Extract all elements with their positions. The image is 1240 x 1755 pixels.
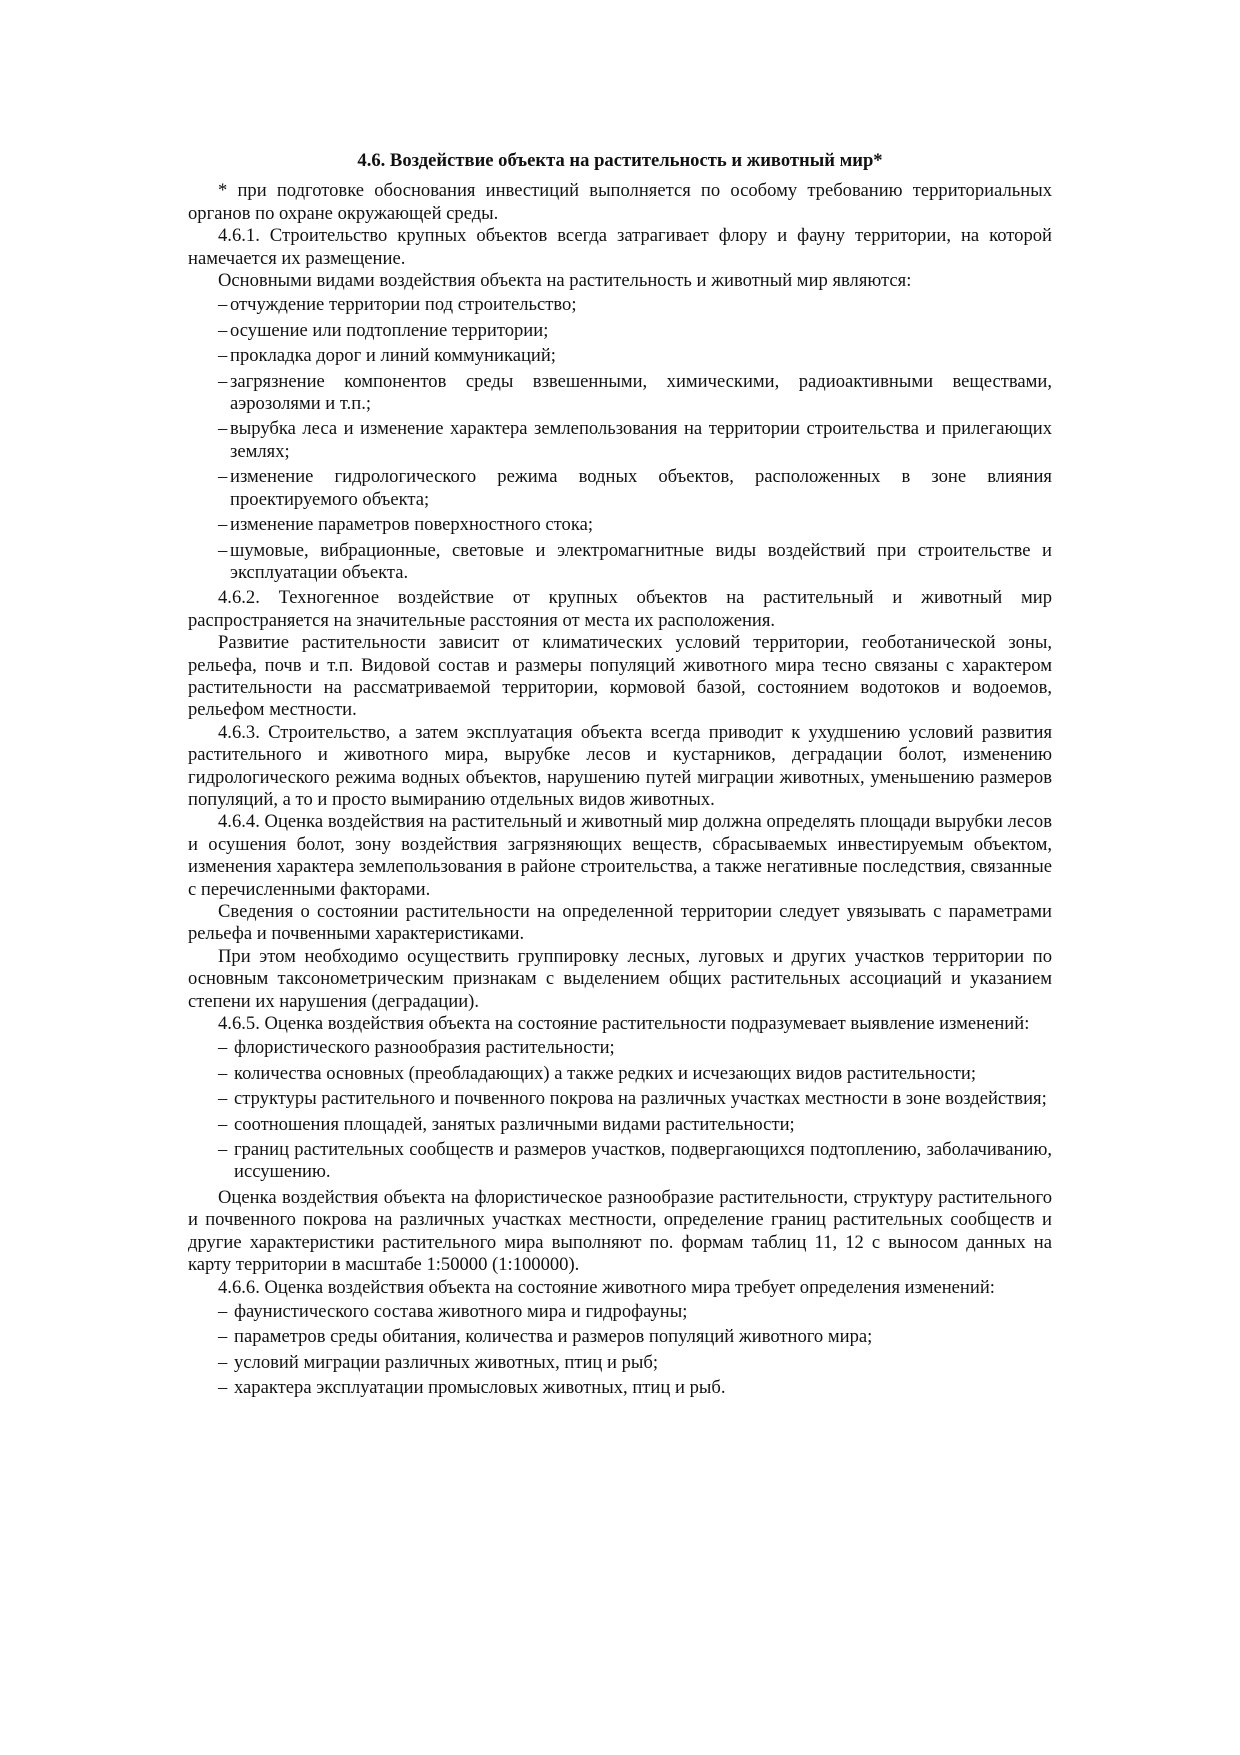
dash-marker: –	[218, 1139, 228, 1161]
list-item-text: характера эксплуатации промысловых животных, птиц и рыб.	[234, 1377, 726, 1399]
paragraph-main-types: Основными видами воздействия объекта на растительность и животный мир являются:	[218, 270, 912, 292]
list-item	[188, 345, 1052, 367]
paragraph-4-6-1: 4.6.1. Строительство крупных объектов всегда затрагивает флору и фауну территории, на которой намечается их размещение.	[188, 225, 1052, 269]
dash-marker: –	[218, 514, 228, 536]
paragraph-floristic-assessment: Оценка воздействия объекта на флористическое разнообразие растительности, структуру растительного и почвенного покрова на различных участках местности, определение границ растительных сообществ и другие характеристики растительного мира выполняют по. формам таблиц 11, 12 с выносом данных на карту территории в масштабе 1:50000 (1:100000).	[188, 1186, 1052, 1276]
list-item-text: прокладка дорог и линий коммуникаций;	[230, 345, 556, 367]
dash-marker: –	[218, 319, 228, 341]
list-item-text: изменение параметров поверхностного стока;	[230, 514, 594, 536]
list-item-text: осушение или подтопление территории;	[230, 319, 549, 341]
list-item-text: границ растительных сообществ и размеров участков, подвергающихся подтоплению, заболачиванию, иссушению.	[234, 1139, 1052, 1183]
list-item	[188, 371, 1052, 416]
dash-marker: –	[218, 1062, 228, 1084]
dash-marker: –	[218, 294, 228, 316]
dash-marker: –	[218, 370, 228, 392]
dash-marker: –	[218, 1300, 228, 1322]
list-item	[188, 1352, 1052, 1374]
list-item	[188, 1037, 1052, 1059]
list-item	[188, 466, 1052, 511]
fauna-changes-list	[188, 1301, 1052, 1400]
list-item	[188, 1139, 1052, 1184]
paragraph-grouping: При этом необходимо осуществить группировку лесных, луговых и других участков территории по основным таксонометрическим признакам с выделением общих растительных ассоциаций и указанием степени их нарушения (деградации).	[188, 945, 1052, 1012]
dash-marker: –	[218, 345, 228, 367]
list-item-text: флористического разнообразия растительности;	[234, 1037, 615, 1059]
list-item	[188, 1377, 1052, 1399]
dash-marker: –	[218, 466, 228, 488]
list-item-text: структуры растительного и почвенного покрова на различных участках местности в зоне воздействия;	[234, 1088, 1047, 1110]
vegetation-changes-list	[188, 1037, 1052, 1183]
list-item-text: соотношения площадей, занятых различными видами растительности;	[234, 1113, 795, 1135]
footnote-paragraph: * при подготовке обоснования инвестиций выполняется по особому требованию территориальных органов по охране окружающей среды.	[188, 180, 1052, 224]
dash-marker: –	[218, 1377, 228, 1399]
paragraph-vegetation-info: Сведения о состоянии растительности на определенной территории следует увязывать с параметрами рельефа и почвенными характеристиками.	[188, 901, 1052, 945]
list-item	[188, 514, 1052, 536]
impact-types-list	[188, 294, 1052, 584]
dash-marker: –	[218, 1113, 228, 1135]
list-item	[188, 1063, 1052, 1085]
list-item	[188, 294, 1052, 316]
list-item-text: условий миграции различных животных, птиц и рыб;	[234, 1351, 659, 1373]
paragraph-4-6-6: 4.6.6. Оценка воздействия объекта на состояние животного мира требует определения изменений:	[218, 1276, 995, 1298]
list-item-text: вырубка леса и изменение характера землепользования на территории строительства и прилегающих землях;	[230, 418, 1052, 462]
list-item	[188, 1301, 1052, 1323]
list-item-text: фаунистического состава животного мира и гидрофауны;	[234, 1300, 688, 1322]
list-item	[188, 540, 1052, 585]
paragraph-4-6-4: 4.6.4. Оценка воздействия на растительный и животный мир должна определять площади вырубки лесов и осушения болот, зону воздействия загрязняющих веществ, сбрасываемых инвестируемым объектом, изменения характера землепользования в районе строительства, а также негативные последствия, связанные с перечисленными факторами.	[188, 811, 1052, 900]
paragraph-vegetation-development: Развитие растительности зависит от климатических условий территории, геоботанической зоны, рельефа, почв и т.п. Видовой состав и размеры популяций животного мира тесно связаны с характером растительности на рассматриваемой территории, кормовой базой, состоянием водотоков и водоемов, рельефом местности.	[188, 632, 1052, 721]
paragraph-4-6-3: 4.6.3. Строительство, а затем эксплуатация объекта всегда приводит к ухудшению условий развития растительного и животного мира, вырубке лесов и кустарников, деградации болот, изменению гидрологического режима водных объектов, нарушению путей миграции животных, уменьшению размеров популяций, а то и просто вымиранию отдельных видов животных.	[188, 721, 1052, 810]
dash-marker: –	[218, 539, 228, 561]
dash-marker: –	[218, 1037, 228, 1059]
paragraph-4-6-2: 4.6.2. Техногенное воздействие от крупных объектов на растительный и животный мир распространяется на значительные расстояния от места их расположения.	[188, 587, 1052, 631]
paragraph-4-6-5: 4.6.5. Оценка воздействия объекта на состояние растительности подразумевает выявление изменений:	[218, 1013, 1030, 1035]
list-item-text: шумовые, вибрационные, световые и электромагнитные виды воздействий при строительстве и эксплуатации объекта.	[230, 539, 1052, 583]
list-item	[188, 1088, 1052, 1110]
dash-marker: –	[218, 1088, 228, 1110]
document-page	[188, 150, 1052, 1403]
list-item-text: количества основных (преобладающих) а также редких и исчезающих видов растительности;	[234, 1062, 977, 1084]
dash-marker: –	[218, 1351, 228, 1373]
list-item-text: загрязнение компонентов среды взвешенными, химическими, радиоактивными веществами, аэрозолями и т.п.;	[230, 370, 1052, 415]
list-item	[188, 1114, 1052, 1136]
dash-marker: –	[218, 1326, 228, 1348]
dash-marker: –	[218, 418, 228, 440]
list-item-text: отчуждение территории под строительство;	[230, 294, 577, 316]
list-item-text: параметров среды обитания, количества и размеров популяций животного мира;	[234, 1326, 873, 1348]
section-title: 4.6. Воздействие объекта на растительность и животный мир*	[357, 150, 883, 171]
list-item	[188, 418, 1052, 463]
list-item	[188, 320, 1052, 342]
list-item-text: изменение гидрологического режима водных объектов, расположенных в зоне влияния проектируемого объекта;	[230, 466, 1052, 510]
list-item	[188, 1326, 1052, 1348]
